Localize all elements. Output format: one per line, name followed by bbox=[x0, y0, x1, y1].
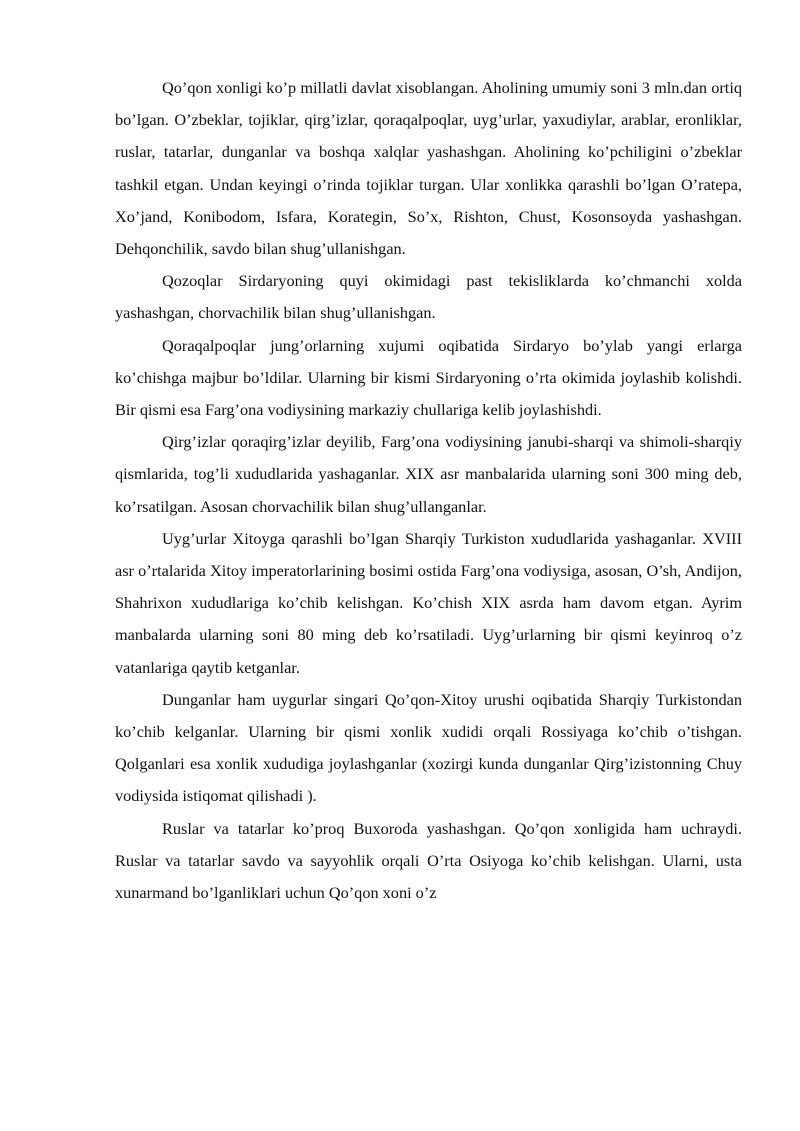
paragraph-kazakhs: Qozoqlar Sirdaryoning quyi okimidagi past tekisliklarda ko’chmanchi xolda yashashgan, chorvachilik bilan shug’ullanishgan. bbox=[115, 271, 742, 323]
paragraph-russians-tatars: Ruslar va tatarlar ko’proq Buxoroda yashashgan. Qo’qon xonligida ham uchraydi. Ruslar va tatarlar savdo va sayyohlik orqali O’rta Osiyoga ko’chib kelishgan. Ularni, usta xunarmand bo’lganliklari uchun Qo’qon xoni o’z bbox=[115, 818, 742, 903]
document-body bbox=[115, 72, 742, 909]
paragraph-karakalpaks: Qoraqalpoqlar jung’orlarning xujumi oqibatida Sirdaryo bo’ylab yangi erlarga ko’chishga majbur bo’ldilar. Ularning bir kismi Sirdaryoning o’rta okimida joylashib kolishdi. Bir qismi esa Farg’ona vodiysining markaziy chullariga kelib joylashishdi. bbox=[115, 335, 742, 420]
paragraph-uyghurs: Uyg’urlar Xitoyga qarashli bo’lgan Sharqiy Turkiston xududlarida yashaganlar. XVIII asr o’rtalarida Xitoy imperatorlarining bosimi ostida Farg’ona vodiysiga, asosan, O’sh, Andijon, Shahrixon xududlariga ko’chib kelishgan. Ko’chish XIX asrda ham davom etgan. Ayrim manbalarda ularning soni 80 ming deb ko’rsatiladi. Uyg’urlarning bir qismi keyinroq o’z vatanlariga qaytib ketganlar. bbox=[115, 528, 742, 677]
paragraph-population: Qo’qon xonligi ko’p millatli davlat xisoblangan. Aholining umumiy soni 3 mln.dan ortiq bo’lgan. O’zbeklar, tojiklar, qirg’izlar, qoraqalpoqlar, uyg’urlar, yaxudiylar, arablar, eronliklar, ruslar, tatarlar, dunganlar va boshqa xalqlar yashashgan. Aholining ko’pchiligini o’zbeklar tashkil etgan. Undan keyingi o’rinda tojiklar turgan. Ular xonlikka qarashli bo’lgan O’ratepa, Xo’jand, Konibodom, Isfara, Korategin, So’x, Rishton, Chust, Kosonsoyda yashashgan. Dehqonchilik, savdo bilan shug’ullanishgan. bbox=[115, 78, 742, 259]
paragraph-dungans: Dunganlar ham uygurlar singari Qo’qon-Xitoy urushi oqibatida Sharqiy Turkistondan ko’chib kelganlar. Ularning bir qismi xonlik xudidi orqali Rossiyaga ko’chib o’tishgan. Qolganlari esa xonlik xududiga joylashganlar (xozirgi kunda dunganlar Qirg’izistonning Chuy vodiysida istiqomat qilishadi ). bbox=[115, 689, 742, 806]
paragraph-kyrgyz: Qirg’izlar qoraqirg’izlar deyilib, Farg’ona vodiysining janubi-sharqi va shimoli-sharqiy qismlarida, tog’li xududlarida yashaganlar. XIX asr manbalarida ularning soni 300 ming deb, ko’rsatilgan. Asosan chorvachilik bilan shug’ullanganlar. bbox=[115, 432, 742, 516]
